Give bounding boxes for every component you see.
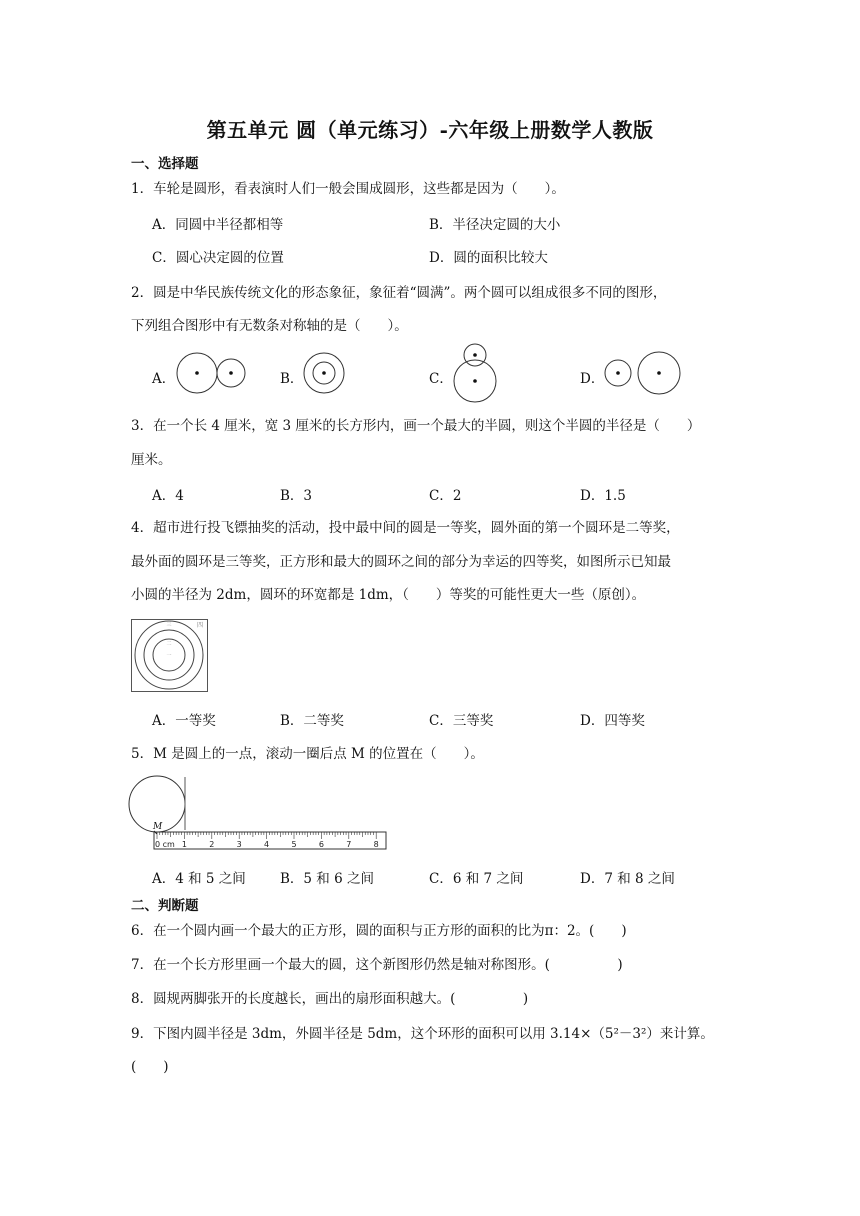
q5-ruler-figure bbox=[128, 774, 392, 852]
q1-option-a[interactable]: A．同圆中半径都相等 bbox=[152, 217, 284, 233]
ruler-tick-label: 6 bbox=[318, 840, 324, 849]
question-3-line2: 厘米。 bbox=[131, 452, 172, 468]
question-9-line2: ( ) bbox=[131, 1059, 169, 1075]
question-1: 1．车轮是圆形，看表演时人们一般会围成圆形，这些都是因为（ ）。 bbox=[131, 181, 565, 197]
dartboard-label-4: 四 bbox=[196, 622, 204, 629]
question-7: 7．在一个长方形里画一个最大的圆，这个新图形仍然是轴对称图形。( ) bbox=[131, 957, 623, 973]
q2-figure-c bbox=[452, 343, 502, 403]
section-heading-choice: 一、选择题 bbox=[131, 156, 199, 172]
q1-option-c[interactable]: C．圆心决定圆的位置 bbox=[152, 250, 284, 266]
ruler-tick-label: 5 bbox=[291, 840, 297, 849]
q2-option-d[interactable]: D． bbox=[580, 371, 605, 387]
question-8: 8．圆规两脚张开的长度越长，画出的扇形面积越大。( ) bbox=[131, 991, 529, 1007]
question-6: 6．在一个圆内画一个最大的正方形，圆的面积与正方形的面积的比为π：2。( ) bbox=[131, 923, 627, 939]
q4-option-d[interactable]: D．四等奖 bbox=[580, 713, 645, 729]
q1-option-d[interactable]: D．圆的面积比较大 bbox=[429, 250, 548, 266]
q4-dartboard-figure bbox=[131, 619, 209, 693]
q5-option-c[interactable]: C．6 和 7 之间 bbox=[429, 871, 524, 887]
q2-option-c[interactable]: C． bbox=[429, 371, 453, 387]
q4-option-b[interactable]: B．二等奖 bbox=[280, 713, 344, 729]
dartboard-label-3: 三 bbox=[166, 622, 172, 628]
ruler-tick-label: 4 bbox=[264, 840, 270, 849]
dartboard-label-2: 二 bbox=[166, 641, 172, 647]
q2-figure-a bbox=[176, 352, 256, 396]
question-2-line2: 下列组合图形中有无数条对称轴的是（ ）。 bbox=[131, 318, 408, 334]
q2-figure-b bbox=[303, 352, 351, 396]
ruler-tick-label: 8 bbox=[373, 840, 379, 849]
q3-option-a[interactable]: A．4 bbox=[152, 488, 184, 504]
q3-option-c[interactable]: C．2 bbox=[429, 488, 462, 504]
ruler-tick-label: 7 bbox=[346, 840, 352, 849]
question-4-line2: 最外面的圆环是三等奖，正方形和最大的圆环之间的部分为幸运的四等奖，如图所示已知最 bbox=[131, 554, 671, 570]
question-9-line1: 9．下图内圆半径是 3dm，外圆半径是 5dm，这个环形的面积可以用 3.14×（5²－3²）来计算。 bbox=[131, 1026, 714, 1042]
ruler-tick-label: 0 cm bbox=[155, 840, 175, 849]
section-heading-judge: 二、判断题 bbox=[131, 898, 199, 914]
dartboard-label-1: 一 bbox=[166, 653, 172, 659]
q5-option-a[interactable]: A．4 和 5 之间 bbox=[152, 871, 246, 887]
ruler-tick-label: 1 bbox=[181, 840, 187, 849]
point-m-label: M bbox=[153, 822, 163, 832]
q4-option-a[interactable]: A．一等奖 bbox=[152, 713, 216, 729]
q5-option-b[interactable]: B．5 和 6 之间 bbox=[280, 871, 374, 887]
q1-option-b[interactable]: B．半径决定圆的大小 bbox=[429, 217, 561, 233]
page-title: 第五单元 圆（单元练习）-六年级上册数学人教版 bbox=[206, 118, 654, 142]
ruler-tick-label: 3 bbox=[236, 840, 242, 849]
q2-figure-d bbox=[604, 352, 684, 396]
q5-option-d[interactable]: D．7 和 8 之间 bbox=[580, 871, 675, 887]
q3-option-b[interactable]: B．3 bbox=[280, 488, 313, 504]
question-3-line1: 3．在一个长 4 厘米，宽 3 厘米的长方形内，画一个最大的半圆，则这个半圆的半径是（ ） bbox=[131, 418, 701, 434]
q4-option-c[interactable]: C．三等奖 bbox=[429, 713, 494, 729]
q2-option-a[interactable]: A． bbox=[152, 371, 176, 387]
question-5: 5．M 是圆上的一点，滚动一圈后点 M 的位置在（ ）。 bbox=[131, 746, 484, 762]
q3-option-d[interactable]: D．1.5 bbox=[580, 488, 626, 504]
question-2-line1: 2．圆是中华民族传统文化的形态象征，象征着“圆满”。两个圆可以组成很多不同的图形， bbox=[131, 285, 667, 301]
ruler-tick-label: 2 bbox=[209, 840, 215, 849]
q2-option-b[interactable]: B． bbox=[280, 371, 304, 387]
question-4-line3: 小圆的半径为 2dm，圆环的环宽都是 1dm，（ ）等奖的可能性更大一些（原创）。 bbox=[131, 587, 646, 603]
question-4-line1: 4．超市进行投飞镖抽奖的活动，投中最中间的圆是一等奖，圆外面的第一个圆环是二等奖， bbox=[131, 520, 680, 536]
